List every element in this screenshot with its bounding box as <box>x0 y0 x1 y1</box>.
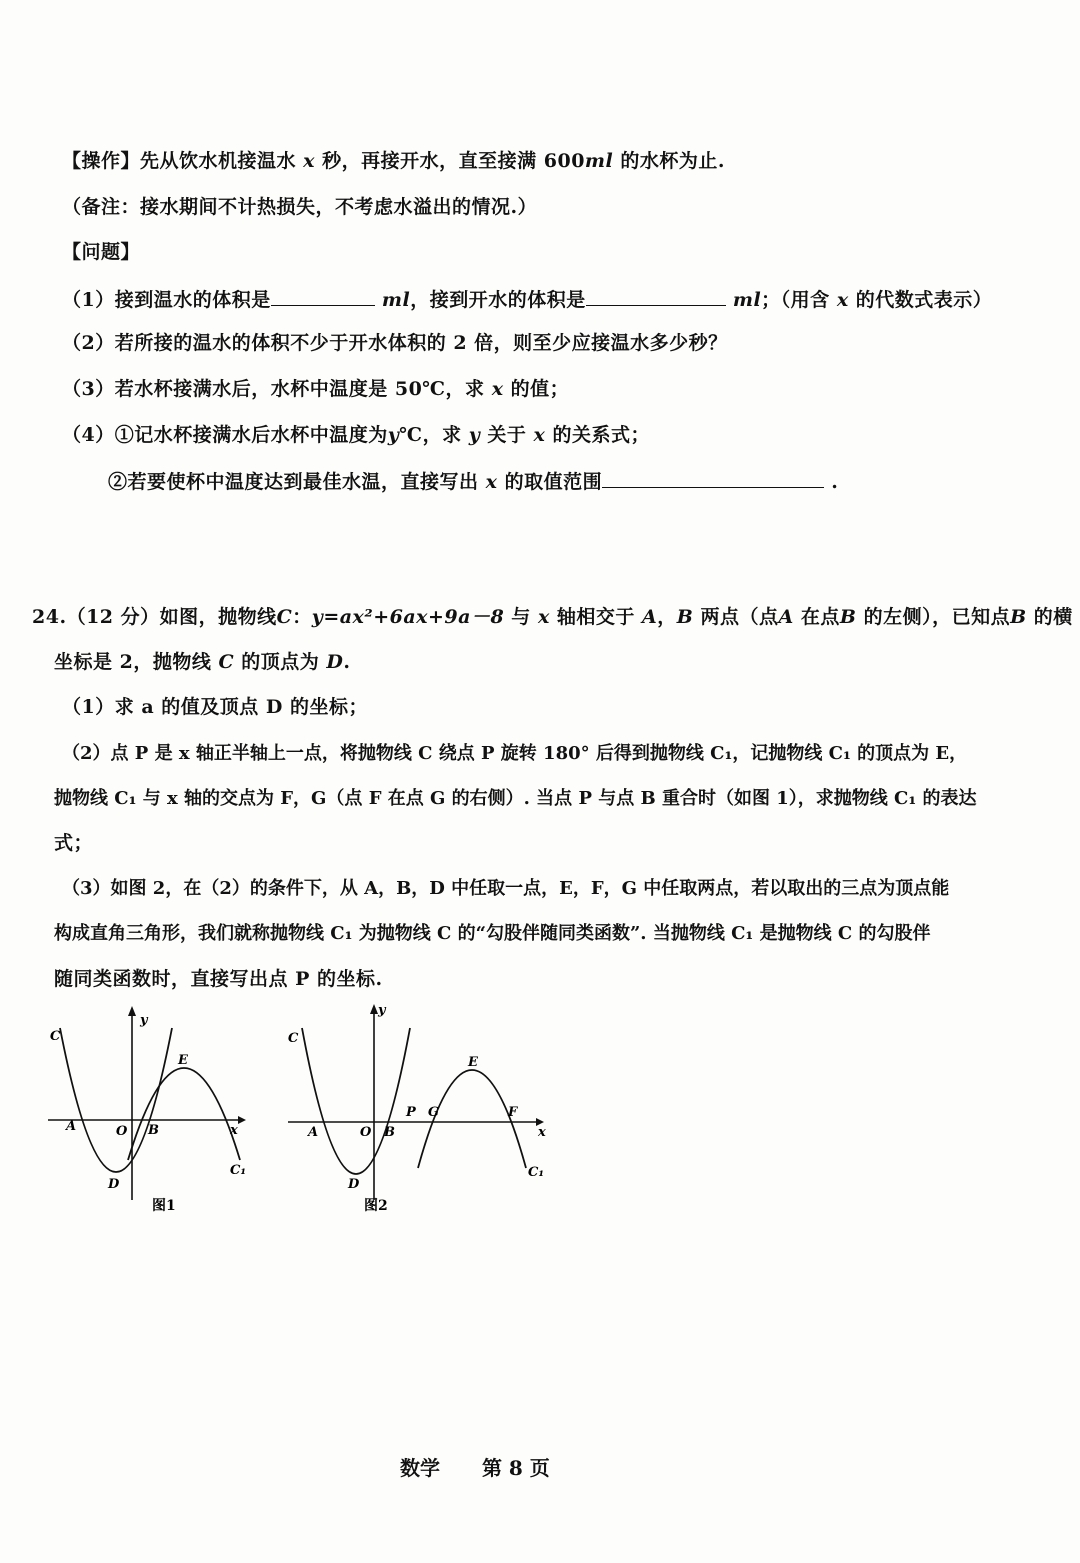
figure-2-graph <box>280 1000 560 1220</box>
parabola-c1 <box>128 1068 240 1160</box>
label-e: E <box>468 1055 478 1070</box>
footer-page-number: 第 8 页 <box>481 1456 550 1480</box>
question-3: （3）若水杯接满水后，水杯中温度是 50℃，求 x 的值； <box>62 378 570 400</box>
label-a: A <box>308 1125 319 1140</box>
answer-blank-1[interactable] <box>271 285 375 306</box>
label-b: B <box>384 1125 395 1140</box>
question-4-part-2: ②若要使杯中温度达到最佳水温，直接写出 x 的取值范围 . <box>108 467 838 495</box>
figure-1 <box>40 1000 260 1220</box>
problem-24-sub-1: （1）求 a 的值及顶点 D 的坐标； <box>62 696 368 718</box>
label-c: C <box>50 1029 61 1044</box>
figure-2 <box>280 1000 560 1220</box>
label-d: D <box>108 1177 120 1192</box>
problem-24-sub-3-line-2: 构成直角三角形，我们就称抛物线 C₁ 为抛物线 C 的“勾股伴随同类函数”. 当抛物线 C₁ 是抛物线 C 的勾股伴 <box>54 923 931 944</box>
problem-24-sub-3-line-3: 随同类函数时，直接写出点 P 的坐标. <box>54 968 383 990</box>
label-o: O <box>360 1125 372 1140</box>
label-b: B <box>148 1123 159 1138</box>
label-y: y <box>140 1013 148 1028</box>
answer-blank-2[interactable] <box>586 285 726 306</box>
label-o: O <box>116 1124 128 1139</box>
problem-24-sub-2-line-2: 抛物线 C₁ 与 x 轴的交点为 F，G（点 F 在点 G 的右侧）. 当点 P 与点 B 重合时（如图 1），求抛物线 C₁ 的表达 <box>54 788 977 809</box>
footer-subject: 数学 <box>400 1456 440 1480</box>
question-4-part-1: （4）①记水杯接满水后水杯中温度为y℃，求 y 关于 x 的关系式； <box>62 424 650 446</box>
label-c: C <box>288 1031 299 1046</box>
figure-1-caption: 图1 <box>152 1198 176 1214</box>
page-footer <box>400 1452 550 1481</box>
label-y: y <box>378 1003 386 1018</box>
parabola-c <box>302 1028 410 1174</box>
figure-1-graph <box>40 1000 260 1220</box>
label-p: P <box>406 1105 416 1120</box>
label-d: D <box>348 1177 360 1192</box>
label-c1: C₁ <box>230 1163 247 1178</box>
label-e: E <box>178 1053 188 1068</box>
problem-24-line-2: 坐标是 2，抛物线 C 的顶点为 D. <box>54 651 351 673</box>
problem-24-sub-3-line-1: （3）如图 2，在（2）的条件下，从 A，B，D 中任取一点，E，F，G 中任取两点，若以取出的三点为顶点能 <box>62 878 950 899</box>
question-2: （2）若所接的温水的体积不少于开水体积的 2 倍，则至少应接温水多少秒？ <box>62 332 728 354</box>
label-g: G <box>428 1105 440 1120</box>
figure-2-caption: 图2 <box>364 1198 388 1214</box>
label-x: x <box>230 1123 238 1138</box>
operation-tag: 【操作】 <box>62 150 141 172</box>
answer-blank-3[interactable] <box>602 467 824 488</box>
question-tag: 【问题】 <box>62 241 141 263</box>
label-a: A <box>66 1119 77 1134</box>
y-axis-arrow <box>370 1004 378 1014</box>
operation-line: 【操作】先从饮水机接温水 x 秒，再接开水，直至接满 600ml 的水杯为止. <box>62 150 725 172</box>
problem-24-sub-2-line-3: 式； <box>54 832 94 854</box>
note-line: （备注：接水期间不计热损失，不考虑水溢出的情况.） <box>62 196 538 218</box>
label-f: F <box>508 1105 518 1120</box>
problem-24-sub-2-line-1: （2）点 P 是 x 轴正半轴上一点，将抛物线 C 绕点 P 旋转 180° 后得到抛物线 C₁，记抛物线 C₁ 的顶点为 E， <box>62 743 968 764</box>
x-axis-arrow <box>238 1116 246 1124</box>
y-axis-arrow <box>128 1006 136 1016</box>
label-x: x <box>538 1125 546 1140</box>
question-1: （1）接到温水的体积是 ml，接到开水的体积是 ml；（用含 x 的代数式表示） <box>62 285 992 313</box>
parabola-c <box>60 1028 172 1172</box>
label-c1: C₁ <box>528 1165 545 1180</box>
problem-24-line-1: 24.（12 分）如图，抛物线C：y=ax²+6ax+9a－8 与 x 轴相交于 A，B 两点（点A 在点B 的左侧），已知点B 的横 <box>32 606 1073 628</box>
